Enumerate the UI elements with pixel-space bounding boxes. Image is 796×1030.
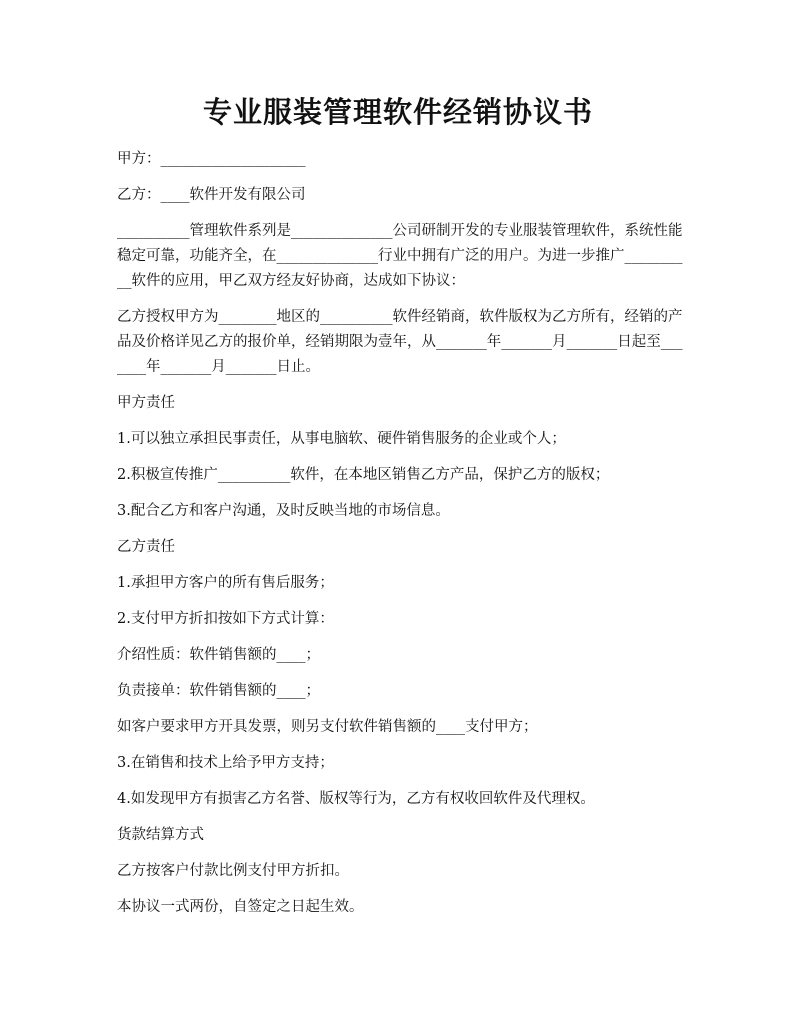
party-b-line: 乙方：____软件开发有限公司 (117, 187, 306, 203)
party-a-line: 甲方：____________________ (117, 151, 306, 167)
party-a-duty-2: 2.积极宣传推广__________软件，在本地区销售乙方产品，保护乙方的版权； (117, 467, 610, 483)
intro-paragraph: __________管理软件系列是______________公司研制开发的专业服装管理软件，系统性能稳定可靠，功能齐全，在______________行业中拥有广泛的用户。为进一步推广__________软件的应用，甲乙双方经友好协商，达成如下协议： (117, 223, 683, 289)
party-a-duty-3: 3.配合乙方和客户沟通，及时反映当地的市场信息。 (117, 503, 450, 519)
section-b-heading: 乙方责任 (117, 539, 175, 555)
party-a-duty-1: 1.可以独立承担民事责任，从事电脑软、硬件销售服务的企业或个人； (117, 431, 566, 447)
discount-referral: 介绍性质：软件销售额的____； (117, 647, 320, 663)
party-b-duty-1: 1.承担甲方客户的所有售后服务； (117, 575, 334, 591)
discount-order: 负责接单：软件销售额的____； (117, 683, 320, 699)
effective-clause: 本协议一式两份，自签定之日起生效。 (117, 899, 364, 915)
document-title: 专业服装管理软件经销协议书 (202, 95, 593, 129)
payment-heading: 货款结算方式 (117, 827, 204, 843)
document-body (117, 147, 683, 931)
section-a-heading: 甲方责任 (117, 395, 175, 411)
authorization-paragraph: 乙方授权甲方为________地区的__________软件经销商，软件版权为乙方所有，经销的产品及价格详见乙方的报价单，经销期限为壹年，从_______年_______月_______日起至_______年_______月_______日止。 (117, 309, 683, 375)
party-b-duty-4: 4.如发现甲方有损害乙方名誉、版权等行为，乙方有权收回软件及代理权。 (117, 791, 595, 807)
party-b-duty-3: 3.在销售和技术上给予甲方支持； (117, 755, 334, 771)
party-b-duty-2: 2.支付甲方折扣按如下方式计算： (117, 611, 334, 627)
payment-text: 乙方按客户付款比例支付甲方折扣。 (117, 863, 349, 879)
discount-invoice: 如客户要求甲方开具发票，则另支付软件销售额的____支付甲方； (117, 719, 538, 735)
